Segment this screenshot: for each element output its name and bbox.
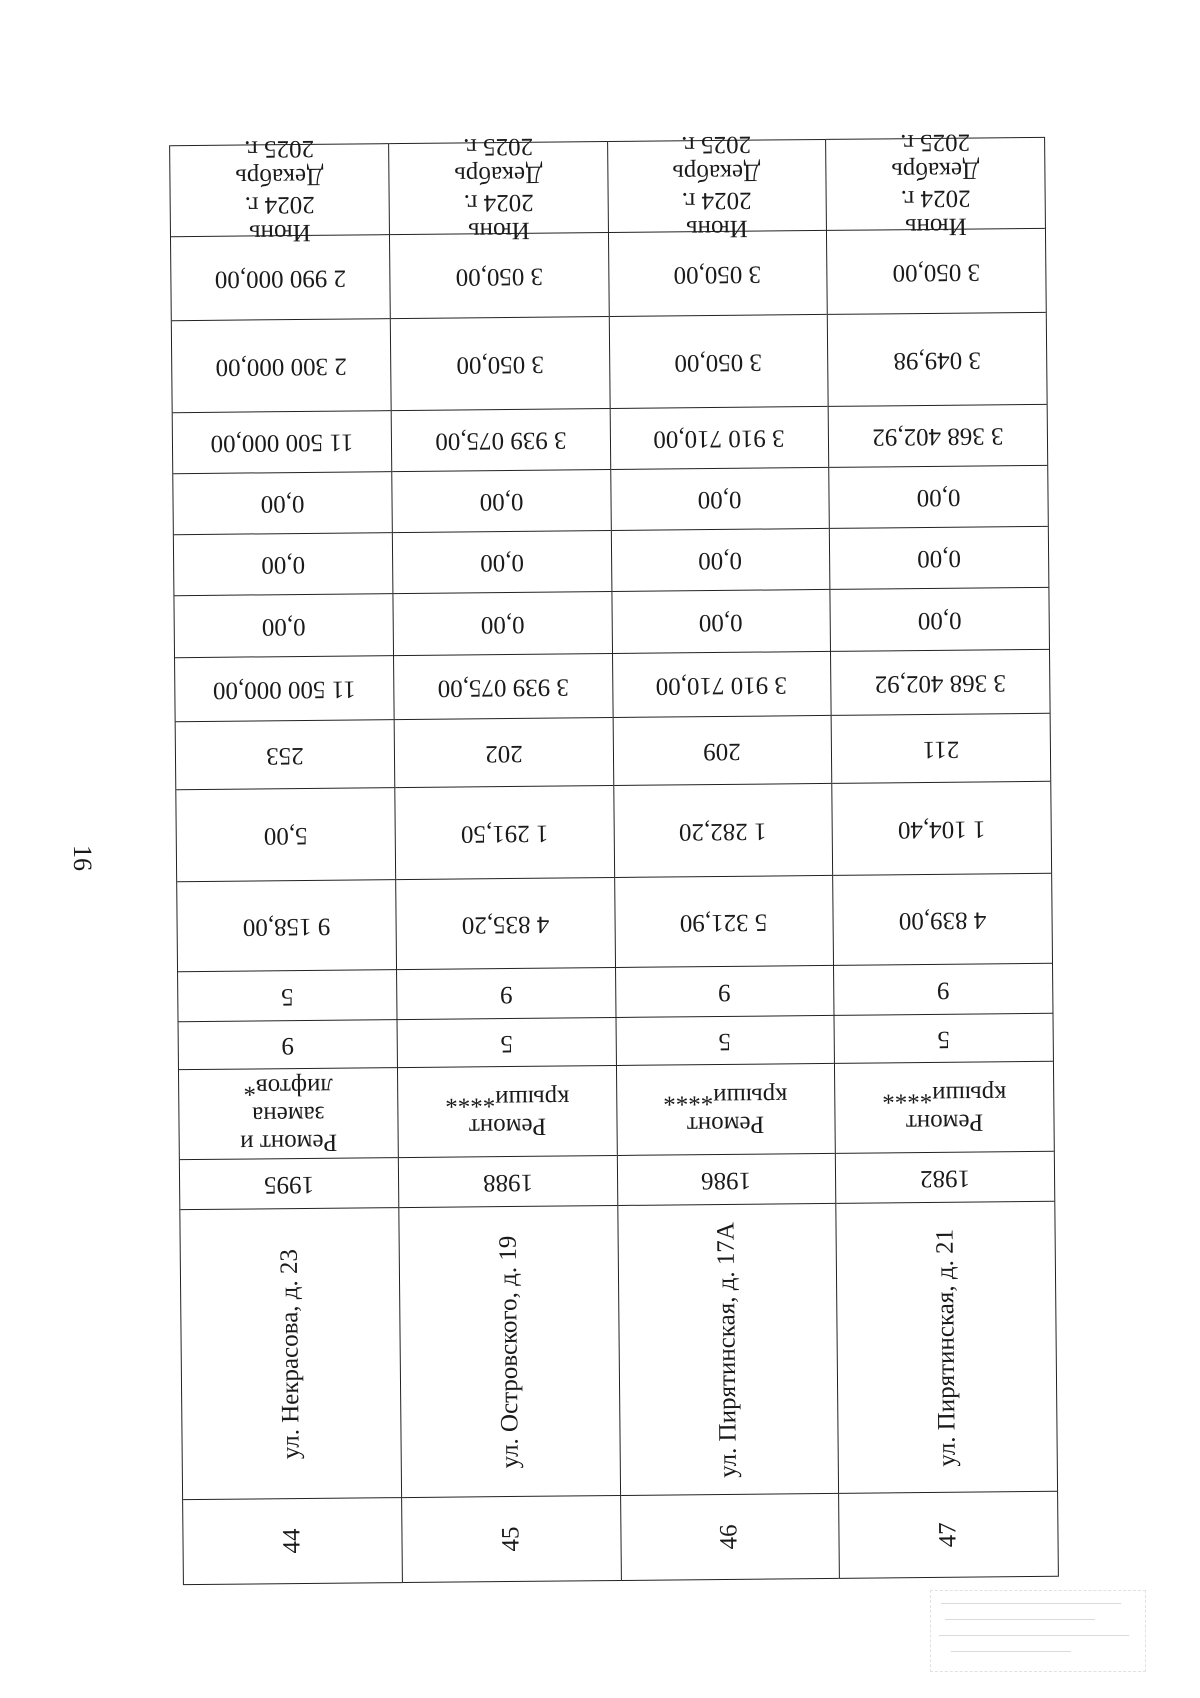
zero-value-3: 0,00 bbox=[916, 483, 961, 512]
zero-value-1: 0,00 bbox=[699, 608, 744, 636]
zero-cell-3 bbox=[611, 468, 829, 531]
entrances-cell bbox=[179, 1020, 397, 1070]
year-value: 1988 bbox=[482, 1168, 533, 1196]
work-type-cell bbox=[616, 1064, 835, 1156]
total-cell bbox=[610, 407, 828, 470]
total-value: 3 368 402,92 bbox=[872, 422, 1004, 451]
work-type: Ремонт крыши**** bbox=[663, 1081, 788, 1138]
roof-area-cell bbox=[614, 784, 833, 878]
zero-cell-3 bbox=[392, 470, 610, 533]
roof-area-cell bbox=[833, 782, 1052, 876]
period-text: Июнь 2024 г. Декабрь 2025 г. bbox=[235, 134, 324, 247]
area-value: 9 158,00 bbox=[242, 912, 331, 941]
spec-cost-1-cell bbox=[391, 317, 610, 411]
area-value: 4 835,20 bbox=[461, 910, 550, 938]
work-type-cell bbox=[179, 1068, 398, 1160]
cost-value: 3 368 402,92 bbox=[874, 668, 1007, 697]
address-text: ул. Островского, д. 19 bbox=[494, 1235, 524, 1469]
roof-area-cell bbox=[176, 788, 395, 882]
residents-value: 202 bbox=[484, 739, 523, 767]
area-cell bbox=[177, 880, 396, 972]
zero-value-1: 0,00 bbox=[261, 612, 306, 640]
work-type: Ремонт крыши**** bbox=[882, 1079, 1007, 1136]
zero-value-1: 0,00 bbox=[480, 610, 525, 638]
floors-cell bbox=[834, 964, 1052, 1016]
spec-cost-1: 3 050,00 bbox=[455, 350, 544, 378]
spec-cost-2: 3 050,00 bbox=[892, 257, 981, 286]
address-cell bbox=[180, 1208, 401, 1500]
period-cell bbox=[608, 130, 827, 243]
cost-cell bbox=[831, 650, 1049, 716]
zero-value-2: 0,00 bbox=[261, 550, 306, 579]
area-cell bbox=[833, 874, 1052, 966]
zero-cell-1 bbox=[393, 592, 611, 656]
year-value: 1995 bbox=[263, 1170, 315, 1198]
spec-cost-2-cell bbox=[827, 229, 1046, 315]
zero-cell-2 bbox=[830, 527, 1048, 590]
number-cell bbox=[621, 1494, 840, 1581]
entrances-cell bbox=[397, 1018, 615, 1068]
entrances-cell bbox=[835, 1014, 1053, 1064]
zero-cell-1 bbox=[612, 590, 830, 654]
spec-cost-1-cell bbox=[172, 319, 391, 413]
residents-cell bbox=[613, 716, 831, 786]
area-value: 4 839,00 bbox=[898, 905, 987, 934]
entrances-value: 5 bbox=[937, 1025, 951, 1053]
residents-cell bbox=[832, 714, 1050, 784]
spec-cost-1-cell bbox=[828, 313, 1047, 407]
period-text: Июнь 2024 г. Декабрь 2025 г. bbox=[672, 130, 761, 243]
table-row bbox=[169, 134, 403, 1585]
spec-cost-1: 2 300 000,00 bbox=[215, 352, 347, 381]
total-cell bbox=[829, 405, 1047, 468]
work-type: Ремонт крыши**** bbox=[444, 1083, 570, 1140]
zero-value-2: 0,00 bbox=[479, 548, 524, 577]
faint-stamp-mark bbox=[930, 1590, 1146, 1672]
entrances-value: 5 bbox=[499, 1029, 513, 1057]
table-row bbox=[608, 130, 841, 1581]
year-cell bbox=[399, 1156, 617, 1208]
entrances-value: 9 bbox=[281, 1031, 295, 1059]
floors-cell bbox=[397, 968, 615, 1020]
floors-cell bbox=[616, 966, 834, 1018]
spec-cost-1: 3 049,98 bbox=[893, 345, 982, 374]
address-cell bbox=[837, 1202, 1058, 1494]
area-cell bbox=[615, 876, 834, 968]
zero-cell-3 bbox=[173, 472, 391, 535]
residents-value: 211 bbox=[922, 735, 960, 763]
roof-area-value: 1 291,50 bbox=[460, 819, 549, 847]
cost-cell bbox=[175, 656, 393, 722]
total-cell bbox=[173, 411, 391, 474]
zero-cell-3 bbox=[829, 466, 1047, 529]
roof-area-cell bbox=[395, 786, 614, 880]
zero-value-2: 0,00 bbox=[698, 546, 743, 575]
number-cell bbox=[402, 1496, 621, 1583]
entrances-value: 5 bbox=[718, 1027, 732, 1055]
zero-cell-1 bbox=[831, 588, 1049, 652]
entrances-cell bbox=[616, 1016, 834, 1066]
spec-cost-2-cell bbox=[390, 233, 609, 319]
year-value: 1986 bbox=[701, 1166, 752, 1194]
floors-cell bbox=[178, 970, 396, 1022]
year-cell bbox=[180, 1158, 398, 1210]
number-cell bbox=[183, 1498, 402, 1585]
zero-cell-2 bbox=[393, 531, 611, 594]
cost-value: 3 939 075,00 bbox=[437, 672, 569, 702]
year-cell bbox=[617, 1154, 835, 1206]
area-cell bbox=[396, 878, 615, 970]
address-text: ул. Пирятинская, д. 17А bbox=[712, 1221, 743, 1478]
spec-cost-2-cell bbox=[608, 231, 827, 317]
scanned-table bbox=[169, 128, 1059, 1585]
spec-cost-2: 3 050,00 bbox=[673, 260, 762, 288]
work-type-cell bbox=[398, 1066, 617, 1158]
total-value: 3 910 710,00 bbox=[653, 424, 786, 453]
roof-area-value: 5,00 bbox=[263, 821, 308, 849]
address-text: ул. Пирятинская, д. 21 bbox=[931, 1228, 961, 1467]
row-number: 47 bbox=[934, 1522, 962, 1548]
total-cell bbox=[391, 409, 609, 472]
roof-area-value: 1 104,40 bbox=[897, 814, 986, 843]
period-cell bbox=[389, 132, 608, 245]
cost-cell bbox=[613, 652, 831, 718]
spec-cost-2: 3 050,00 bbox=[455, 262, 543, 290]
zero-value-3: 0,00 bbox=[260, 489, 305, 518]
zero-value-3: 0,00 bbox=[479, 487, 524, 516]
zero-value-2: 0,00 bbox=[917, 544, 962, 573]
row-number: 45 bbox=[497, 1526, 525, 1552]
zero-value-1: 0,00 bbox=[917, 606, 962, 634]
table-row bbox=[826, 128, 1059, 1579]
work-type: Ремонт и замена лифтов* bbox=[239, 1072, 338, 1157]
cost-value: 3 910 710,00 bbox=[655, 670, 788, 700]
residents-value: 253 bbox=[265, 741, 304, 769]
row-number: 46 bbox=[715, 1524, 743, 1550]
table-row bbox=[389, 132, 622, 1583]
total-value: 3 939 075,00 bbox=[434, 426, 567, 455]
period-cell bbox=[170, 134, 389, 247]
floors-value: 9 bbox=[499, 980, 513, 1008]
floors-value: 5 bbox=[280, 982, 294, 1010]
row-number: 44 bbox=[278, 1528, 306, 1554]
zero-value-3: 0,00 bbox=[697, 485, 742, 514]
address-text: ул. Некрасова, д. 23 bbox=[275, 1248, 305, 1459]
work-type-cell bbox=[835, 1062, 1054, 1154]
residents-value: 209 bbox=[703, 737, 742, 765]
floors-value: 9 bbox=[936, 976, 950, 1004]
number-cell bbox=[839, 1492, 1058, 1579]
period-text: Июнь 2024 г. Декабрь 2025 г. bbox=[891, 128, 980, 241]
spec-cost-2-cell bbox=[171, 235, 390, 321]
address-cell bbox=[618, 1204, 839, 1496]
roof-area-value: 1 282,20 bbox=[679, 817, 767, 845]
year-value: 1982 bbox=[920, 1164, 971, 1192]
period-cell bbox=[826, 128, 1045, 241]
spec-cost-2: 2 990 000,00 bbox=[214, 264, 347, 293]
zero-cell-2 bbox=[611, 529, 829, 592]
zero-cell-2 bbox=[174, 533, 392, 596]
zero-cell-1 bbox=[174, 594, 392, 658]
residents-cell bbox=[394, 718, 612, 788]
period-text: Июнь 2024 г. Декабрь 2025 г. bbox=[453, 132, 543, 245]
page-number: 16 bbox=[68, 845, 97, 871]
cost-cell bbox=[394, 654, 612, 720]
address-cell bbox=[399, 1206, 620, 1498]
spec-cost-1-cell bbox=[609, 315, 828, 409]
total-value: 11 500 000,00 bbox=[210, 428, 354, 457]
year-cell bbox=[836, 1152, 1054, 1204]
spec-cost-1: 3 050,00 bbox=[674, 348, 763, 376]
floors-value: 9 bbox=[718, 978, 732, 1006]
residents-cell bbox=[176, 720, 394, 790]
area-value: 5 321,90 bbox=[680, 908, 768, 936]
cost-value: 11 500 000,00 bbox=[212, 674, 356, 704]
